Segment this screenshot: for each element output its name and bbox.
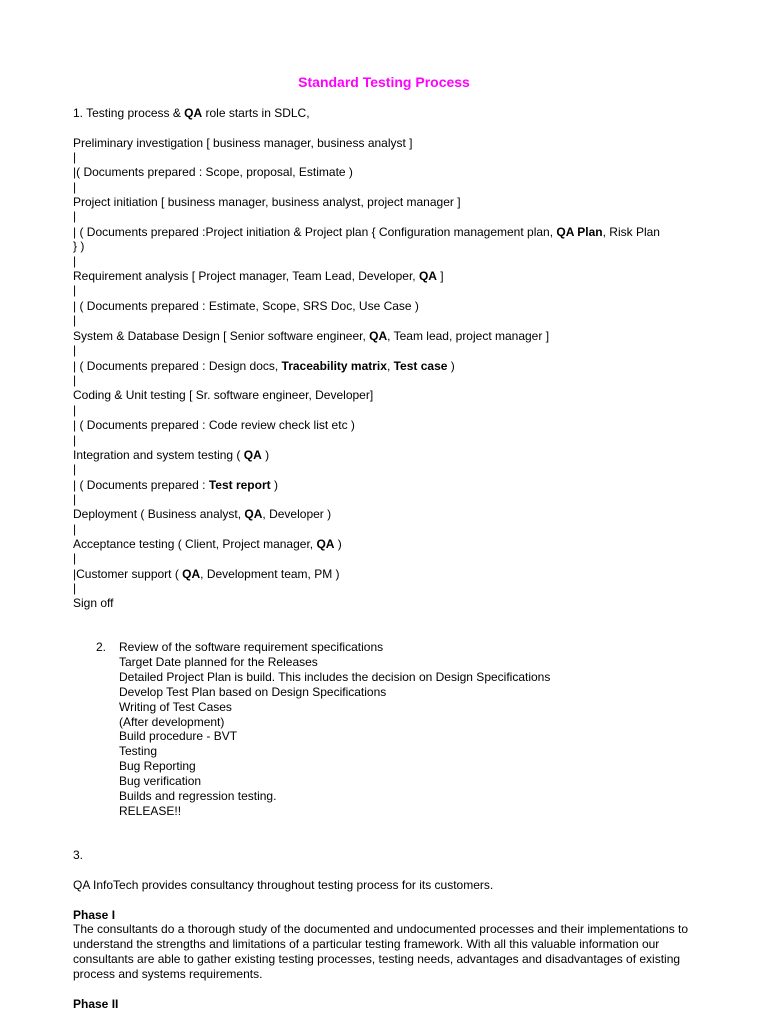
design-text: System & Database Design [ Senior software engineer, bbox=[73, 329, 370, 343]
docs-integration-report: Test report bbox=[208, 478, 271, 492]
docs-design bbox=[73, 359, 455, 373]
phase2-heading: Phase II bbox=[73, 997, 119, 1011]
req-qa: QA bbox=[418, 269, 437, 283]
integration-text: Integration and system testing ( bbox=[73, 448, 244, 462]
step-requirement bbox=[73, 269, 444, 283]
intro-qa: QA bbox=[184, 106, 203, 120]
docs-design-end: ) bbox=[447, 359, 455, 373]
list-item: Builds and regression testing. bbox=[119, 789, 277, 804]
deployment-end: , Developer ) bbox=[262, 507, 332, 521]
list-item: RELEASE!! bbox=[119, 803, 182, 818]
step-preliminary: Preliminary investigation [ business manager, business analyst ] bbox=[73, 136, 413, 150]
pipe-connector: | bbox=[73, 343, 77, 357]
step-coding: Coding & Unit testing [ Sr. software engineer, Developer] bbox=[73, 388, 374, 402]
step-initiation: Project initiation [ business manager, business analyst, project manager ] bbox=[73, 195, 461, 209]
pipe-connector: | bbox=[73, 313, 77, 327]
list-item: Bug Reporting bbox=[119, 759, 196, 774]
integration-qa: QA bbox=[243, 448, 262, 462]
step-signoff: Sign off bbox=[73, 596, 114, 610]
pipe-connector: | bbox=[73, 254, 77, 268]
integration-end: ) bbox=[261, 448, 270, 462]
docs-design-testcase: Test case bbox=[393, 359, 448, 373]
docs-preliminary: |( Documents prepared : Scope, proposal, Estimate ) bbox=[73, 165, 353, 179]
pipe-connector: | bbox=[73, 492, 77, 506]
section2-list bbox=[119, 640, 550, 819]
section2-number: 2. bbox=[96, 640, 107, 654]
docs-integration-text: | ( Documents prepared : bbox=[73, 478, 209, 492]
list-item: (After development) bbox=[119, 714, 225, 729]
step-integration bbox=[73, 448, 269, 462]
docs-requirement: | ( Documents prepared : Estimate, Scope, SRS Doc, Use Case ) bbox=[73, 299, 419, 313]
pipe-connector: | bbox=[73, 209, 77, 223]
list-item: Detailed Project Plan is build. This includes the decision on Design Specifications bbox=[119, 669, 551, 684]
support-text: |Customer support ( bbox=[73, 567, 183, 581]
docs-init-text-end: , Risk Plan bbox=[602, 225, 660, 239]
pipe-connector: | bbox=[73, 180, 77, 194]
list-item: Bug verification bbox=[119, 774, 202, 789]
docs-initiation-close: } ) bbox=[73, 239, 85, 253]
docs-design-sep: , bbox=[386, 359, 394, 373]
acceptance-end: ) bbox=[334, 537, 342, 551]
support-qa: QA bbox=[182, 567, 201, 581]
phase1-heading: Phase I bbox=[73, 908, 116, 922]
docs-integration-end: ) bbox=[270, 478, 278, 492]
pipe-connector: | bbox=[73, 150, 77, 164]
docs-integration bbox=[73, 478, 278, 492]
docs-init-text: | ( Documents prepared :Project initiation & Project plan { Configuration management plan, bbox=[73, 225, 557, 239]
pipe-connector: | bbox=[73, 551, 77, 565]
docs-coding: | ( Documents prepared : Code review check list etc ) bbox=[73, 418, 355, 432]
intro-text-end: role starts in SDLC, bbox=[202, 106, 310, 120]
pipe-connector: | bbox=[73, 433, 77, 447]
pipe-connector: | bbox=[73, 283, 77, 297]
section1-intro bbox=[73, 106, 310, 120]
list-item: Writing of Test Cases bbox=[119, 699, 232, 714]
pipe-connector: | bbox=[73, 462, 77, 476]
acceptance-text: Acceptance testing ( Client, Project manager, bbox=[73, 537, 317, 551]
docs-design-text: | ( Documents prepared : Design docs, bbox=[73, 359, 282, 373]
list-item: Target Date planned for the Releases bbox=[119, 654, 318, 669]
pipe-connector: | bbox=[73, 373, 77, 387]
list-item: Build procedure - BVT bbox=[119, 729, 238, 744]
support-end: , Development team, PM ) bbox=[200, 567, 340, 581]
design-text-end: , Team lead, project manager ] bbox=[387, 329, 550, 343]
list-item: Review of the software requirement specifications bbox=[119, 640, 384, 654]
acceptance-qa: QA bbox=[316, 537, 335, 551]
step-acceptance bbox=[73, 537, 342, 551]
step-design bbox=[73, 329, 549, 343]
pipe-connector: | bbox=[73, 522, 77, 536]
intro-text: 1. Testing process & bbox=[73, 106, 185, 120]
section3-number: 3. bbox=[73, 848, 84, 862]
step-support bbox=[73, 567, 340, 581]
deployment-text: Deployment ( Business analyst, bbox=[73, 507, 245, 521]
deployment-qa: QA bbox=[244, 507, 263, 521]
req-text-end: ] bbox=[436, 269, 444, 283]
pipe-connector: | bbox=[73, 403, 77, 417]
list-item: Testing bbox=[119, 744, 158, 759]
section3-intro: QA InfoTech provides consultancy throughout testing process for its customers. bbox=[73, 878, 494, 892]
design-qa: QA bbox=[369, 329, 388, 343]
phase1-text: The consultants do a thorough study of the documented and undocumented processes and their implementations to understand the strengths and limitations of a particular testing framework. With all this valuable information our consultants are able to gather existing testing processes, testing needs, advantages and disadvantages of existing process and systems requirements. bbox=[73, 922, 689, 981]
list-item: Develop Test Plan based on Design Specifications bbox=[119, 684, 387, 699]
docs-init-qa-plan: QA Plan bbox=[556, 225, 603, 239]
pipe-connector: | bbox=[73, 581, 77, 595]
req-text: Requirement analysis [ Project manager, Team Lead, Developer, bbox=[73, 269, 419, 283]
document-title: Standard Testing Process bbox=[298, 74, 470, 90]
step-deployment bbox=[73, 507, 331, 521]
docs-initiation bbox=[73, 225, 660, 239]
docs-design-traceability: Traceability matrix bbox=[281, 359, 387, 373]
